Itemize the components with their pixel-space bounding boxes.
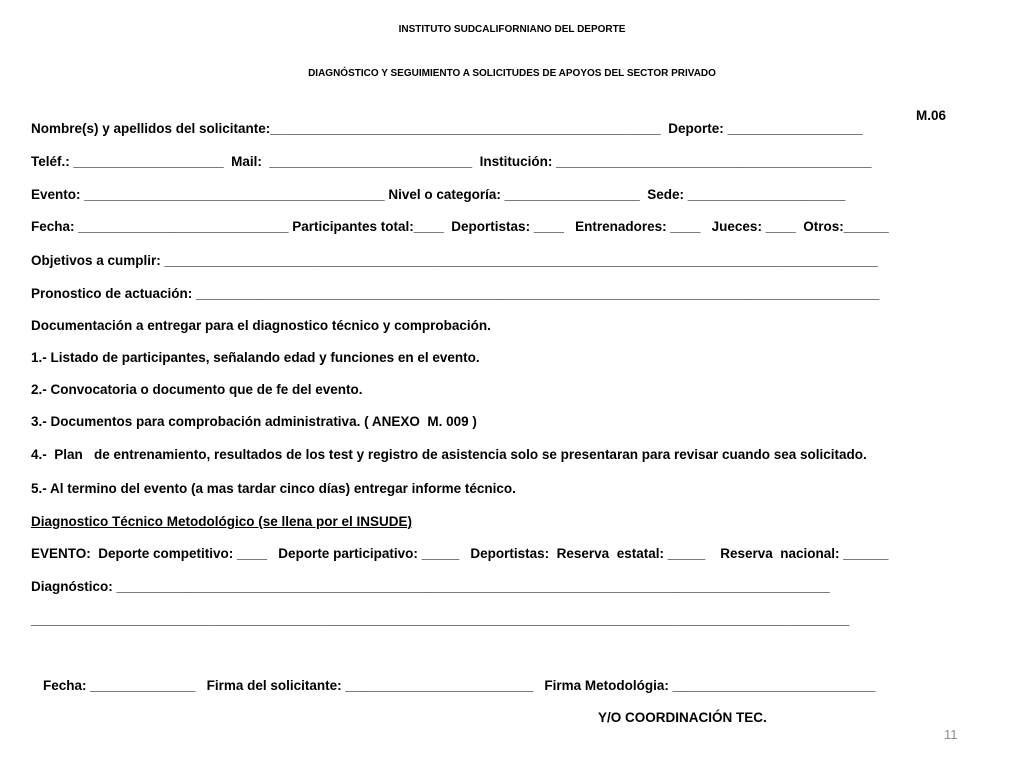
form-code: M.06	[916, 108, 947, 123]
diagnosis-line: Diagnóstico: _______________________________________________________________________________________________	[31, 579, 830, 594]
documentation-item-2: 2.- Convocatoria o documento que de fe del evento.	[31, 382, 363, 397]
documentation-heading: Documentación a entregar para el diagnostico técnico y comprobación.	[31, 318, 491, 333]
date-participants-line: Fecha: ____________________________ Participantes total:____ Deportistas: ____ Entrenadores: ____ Jueces: ____ Otros:______	[31, 219, 889, 234]
forecast-line: Pronostico de actuación: ___________________________________________________________________________________________	[31, 286, 880, 301]
documentation-item-4: 4.- Plan de entrenamiento, resultados de los test y registro de asistencia solo se presentaran para revisar cuando sea solicitado.	[31, 447, 867, 462]
page-subtitle: DIAGNÓSTICO Y SEGUIMIENTO A SOLICITUDES DE APOYOS DEL SECTOR PRIVADO	[308, 68, 716, 79]
diagnosis-blank-line: _____________________________________________________________________________________________________________	[31, 612, 850, 627]
coordination-label: Y/O COORDINACIÓN TEC.	[598, 710, 767, 725]
event-line: Evento: ________________________________________ Nivel o categoría: __________________ Sede: _____________________	[31, 187, 846, 202]
contact-line: Teléf.: ____________________ Mail: ___________________________ Institución: __________________________________________	[31, 154, 872, 169]
documentation-item-5: 5.- Al termino del evento (a mas tardar cinco días) entregar informe técnico.	[31, 481, 516, 496]
page-title: INSTITUTO SUDCALIFORNIANO DEL DEPORTE	[398, 24, 626, 35]
documentation-item-1: 1.- Listado de participantes, señalando edad y funciones en el evento.	[31, 350, 480, 365]
diagnostic-heading: Diagnostico Técnico Metodológico (se llena por el INSUDE)	[31, 514, 413, 529]
applicant-name-line: Nombre(s) y apellidos del solicitante:____________________________________________________ Deporte: __________________	[31, 121, 863, 136]
diagnostic-event-line: EVENTO: Deporte competitivo: ____ Deporte participativo: _____ Deportistas: Reserva estatal: _____ Reserva nacional: ______	[31, 546, 889, 561]
documentation-item-3: 3.- Documentos para comprobación administrativa. ( ANEXO M. 009 )	[31, 414, 477, 429]
objectives-line: Objetivos a cumplir: _______________________________________________________________________________________________	[31, 253, 878, 268]
page-number: 11	[944, 727, 958, 742]
signature-line: Fecha: ______________ Firma del solicitante: _________________________ Firma Metodológia: ___________________________	[43, 678, 876, 693]
